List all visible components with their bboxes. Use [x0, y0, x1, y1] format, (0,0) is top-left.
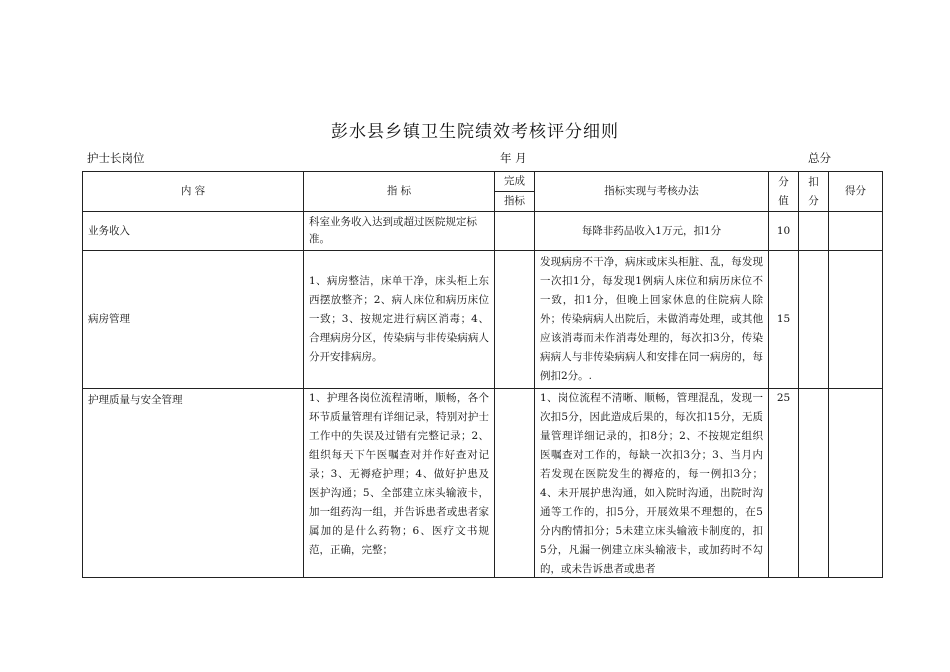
row-indicator	[304, 389, 495, 578]
row-deduct	[799, 389, 829, 578]
row-score: 10	[769, 212, 799, 251]
header-score: 分值	[769, 172, 799, 212]
header-got: 得分	[829, 172, 883, 212]
table-row	[83, 212, 883, 251]
header-deduct: 扣分	[799, 172, 829, 212]
row-got	[829, 389, 883, 578]
row-score: 15	[769, 251, 799, 389]
row-method	[535, 389, 769, 578]
header-content: 内 容	[83, 172, 304, 212]
total-score-label: 总分	[808, 151, 831, 165]
row-deduct	[799, 212, 829, 251]
row-content: 护理质量与安全管理	[83, 389, 304, 578]
row-score: 25	[769, 389, 799, 578]
row-got	[829, 212, 883, 251]
scoring-table	[82, 171, 883, 578]
table-row	[83, 251, 883, 389]
row-content: 病房管理	[83, 251, 304, 389]
row-indicator-text: 1、护理各岗位流程清晰，顺畅，各个环节质量管理有详细记录，特别对护士工作中的失误及过错有完整记录；2、组织每天下午医嘱查对并作好查对记录；3、无褥疮护理；4、做好护患及医护沟通；5、全部建立床头输液卡，加一组药沟一组，并告诉患者或患者家属加的是什么药物；6、医疗文书规范，正确，完整；	[309, 392, 489, 556]
row-completion	[495, 389, 535, 578]
row-completion	[495, 251, 535, 389]
position-label: 护士长岗位	[87, 151, 145, 165]
row-content: 业务收入	[83, 212, 304, 251]
header-method: 指标实现与考核办法	[535, 172, 769, 212]
row-method-text: 1、岗位流程不清晰、顺畅，管理混乱，发现一次扣5分，因此造成后果的，每次扣15分，无质量管理详细记录的，扣8分；2、不按规定组织医嘱查对工作的，每缺一次扣3分；3、当月内若发现在医院发生的褥疮的，每一例扣3分；4、未开展护患沟通，如入院时沟通，出院时沟通等工作的，扣5分，开展效果不理想的，在5分内酌情扣分；5未建立床头输液卡制度的，扣5分，凡漏一例建立床头输液卡，或加药时不勾的，或未告诉患者或患者	[540, 392, 763, 575]
page-title: 彭水县乡镇卫生院绩效考核评分细则	[331, 122, 619, 142]
header-indicator: 指 标	[304, 172, 495, 212]
row-indicator: 科室业务收入达到或超过医院规定标准。	[304, 212, 495, 251]
row-method: 每降非药品收入1万元，扣1分	[535, 212, 769, 251]
row-completion	[495, 212, 535, 251]
header-row	[83, 172, 883, 192]
row-deduct	[799, 251, 829, 389]
header-completion-bottom: 指标	[495, 192, 535, 212]
row-method: 发现病房不干净，病床或床头柜脏、乱，每发现一次扣1分，每发现1例病人床位和病历床位不一致，扣1分，但晚上回家休息的住院病人除外；传染病病人出院后，未做消毒处理，或其他应该消毒而未作消毒处理的，每次扣3分，传染病病人与非传染病病人和安排在同一病房的，每例扣2分。.	[535, 251, 769, 389]
row-got	[829, 251, 883, 389]
row-indicator: 1、病房整洁，床单干净，床头柜上东西摆放整齐；2、病人床位和病历床位一致；3、按规定进行病区消毒；4、合理病房分区，传染病与非传染病病人分开安排病房。	[304, 251, 495, 389]
table-row	[83, 389, 883, 578]
year-month-label: 年 月	[500, 151, 527, 165]
header-completion-top: 完成	[495, 172, 535, 192]
